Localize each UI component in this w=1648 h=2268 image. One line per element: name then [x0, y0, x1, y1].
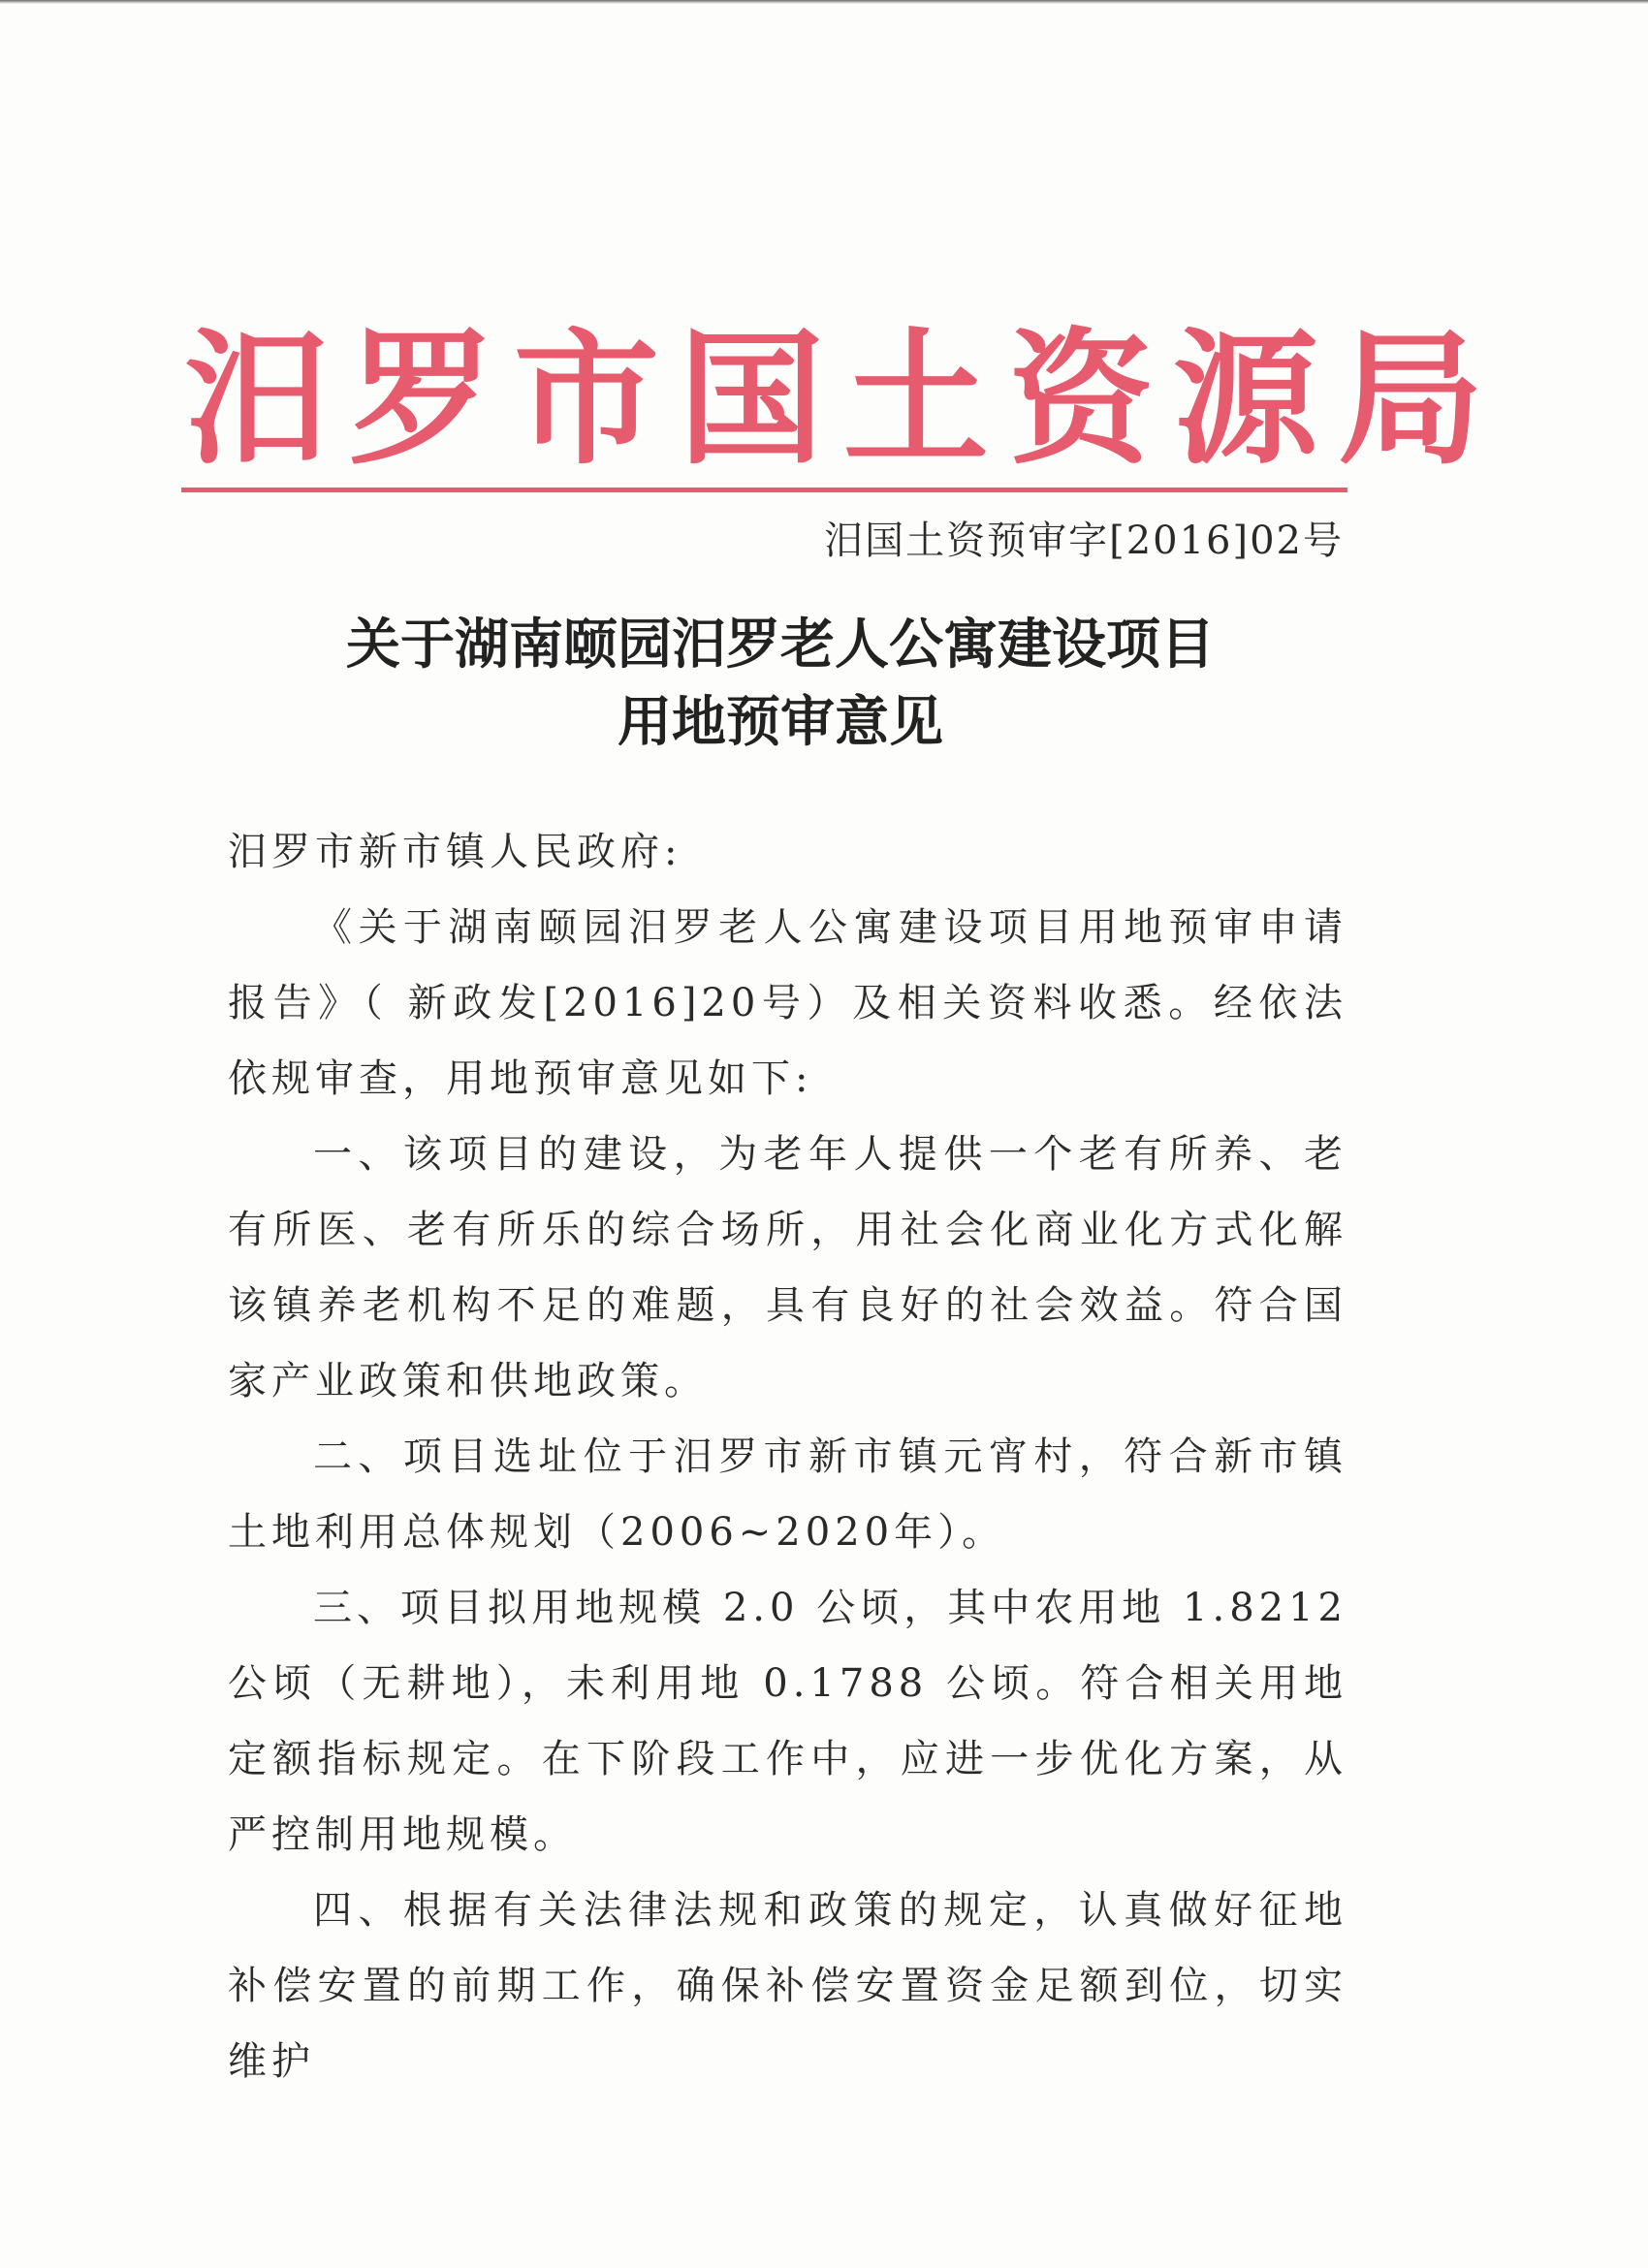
document-title-line-1: 关于湖南颐园汨罗老人公寓建设项目 [346, 613, 1215, 677]
body-paragraph: 四、根据有关法律法规和政策的规定，认真做好征地补偿安置的前期工作，确保补偿安置资金足额到位，切实维护 [228, 1888, 1347, 2084]
body-paragraph: 一、该项目的建设，为老年人提供一个老有所养、老有所医、老有所乐的综合场所，用社会化商业化方式化解该镇养老机构不足的难题，具有良好的社会效益。符合国家产业政策和供地政策。 [228, 1132, 1347, 1403]
document-title [223, 606, 1338, 761]
body-paragraph: 二、项目选址位于汨罗市新市镇元宵村，符合新市镇土地利用总体规划（2006~2020年）。 [228, 1434, 1347, 1555]
document-number: 汨国土资预审字[2016]02号 [824, 519, 1344, 563]
letterhead-red-rule [181, 488, 1347, 492]
body-paragraph: 三、项目拟用地规模 2.0 公顷，其中农用地 1.8212 公顷（无耕地），未利用地 0.1788 公顷。符合相关用地定额指标规定。在下阶段工作中，应进一步优化方案，从严控制用地规模。 [228, 1586, 1347, 1857]
body-paragraph: 《关于湖南颐园汨罗老人公寓建设项目用地预审申请报告》（ 新政发[2016]20号）及相关资料收悉。经依法依规审查，用地预审意见如下: [228, 905, 1347, 1101]
letterhead-org-name: 汨罗市国土资源局 [184, 316, 1504, 485]
addressee: 汨罗市新市镇人民政府: [228, 830, 682, 874]
document-title-line-2: 用地预审意见 [618, 690, 943, 754]
document-body [228, 814, 1347, 2099]
scan-edge [0, 0, 1648, 4]
